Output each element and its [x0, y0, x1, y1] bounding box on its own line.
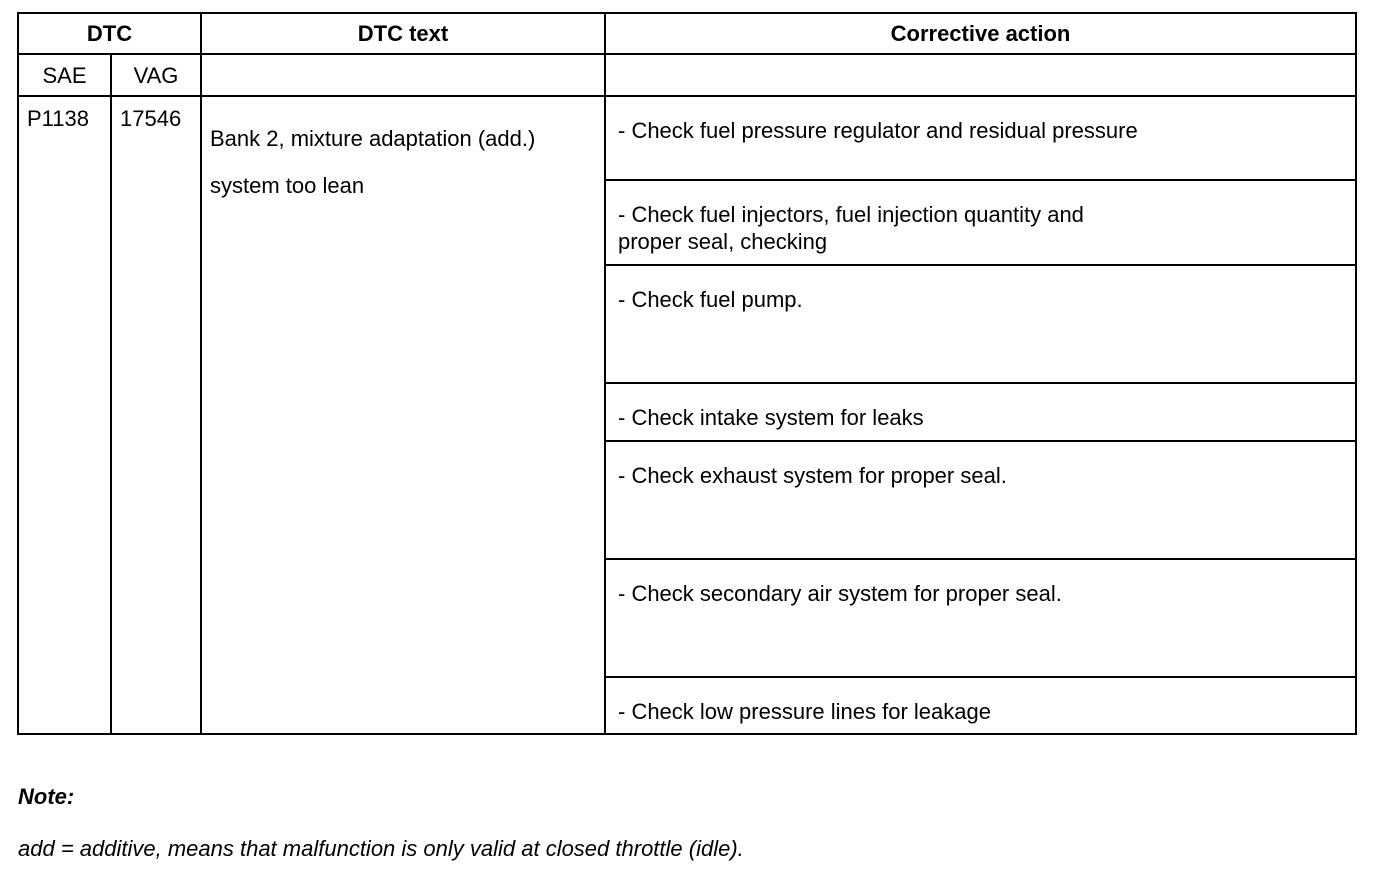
- dtc-description: [201, 96, 605, 734]
- corrective-action-5: [605, 441, 1356, 559]
- sae-code: P1138: [18, 96, 111, 734]
- header-corrective-action: Corrective action: [605, 13, 1356, 54]
- corrective-action-text: - Check fuel injectors, fuel injection quantity and: [618, 202, 1084, 227]
- corrective-action-6: [605, 559, 1356, 677]
- subheader-sae: SAE: [18, 54, 111, 96]
- subheader-blank-text: [201, 54, 605, 96]
- corrective-action-text-cont: proper seal, checking: [618, 229, 828, 254]
- corrective-action-4: [605, 383, 1356, 441]
- header-row: [18, 13, 1356, 54]
- corrective-action-text: - Check fuel pressure regulator and residual pressure: [618, 118, 1138, 143]
- header-dtc-text: DTC text: [201, 13, 605, 54]
- table-row: [18, 96, 1356, 180]
- subheader-blank-action: [605, 54, 1356, 96]
- dtc-description-line2: system too lean: [210, 173, 365, 198]
- corrective-action-text: - Check exhaust system for proper seal.: [618, 463, 1007, 488]
- corrective-action-2: [605, 180, 1356, 265]
- corrective-action-3: [605, 265, 1356, 383]
- header-dtc: DTC: [18, 13, 201, 54]
- note-title: Note:: [18, 784, 75, 809]
- corrective-action-text: - Check secondary air system for proper seal.: [618, 581, 1062, 606]
- corrective-action-text: - Check low pressure lines for leakage: [618, 699, 991, 724]
- dtc-table: [17, 12, 1357, 735]
- corrective-action-1: [605, 96, 1356, 180]
- corrective-action-text: - Check intake system for leaks: [618, 405, 924, 430]
- corrective-action-text: - Check fuel pump.: [618, 287, 803, 312]
- subheader-row: [18, 54, 1356, 96]
- corrective-action-7: [605, 677, 1356, 734]
- subheader-vag: VAG: [111, 54, 201, 96]
- note-text: add = additive, means that malfunction is only valid at closed throttle (idle).: [18, 836, 744, 861]
- vag-code: 17546: [111, 96, 201, 734]
- dtc-description-line1: Bank 2, mixture adaptation (add.): [210, 126, 536, 151]
